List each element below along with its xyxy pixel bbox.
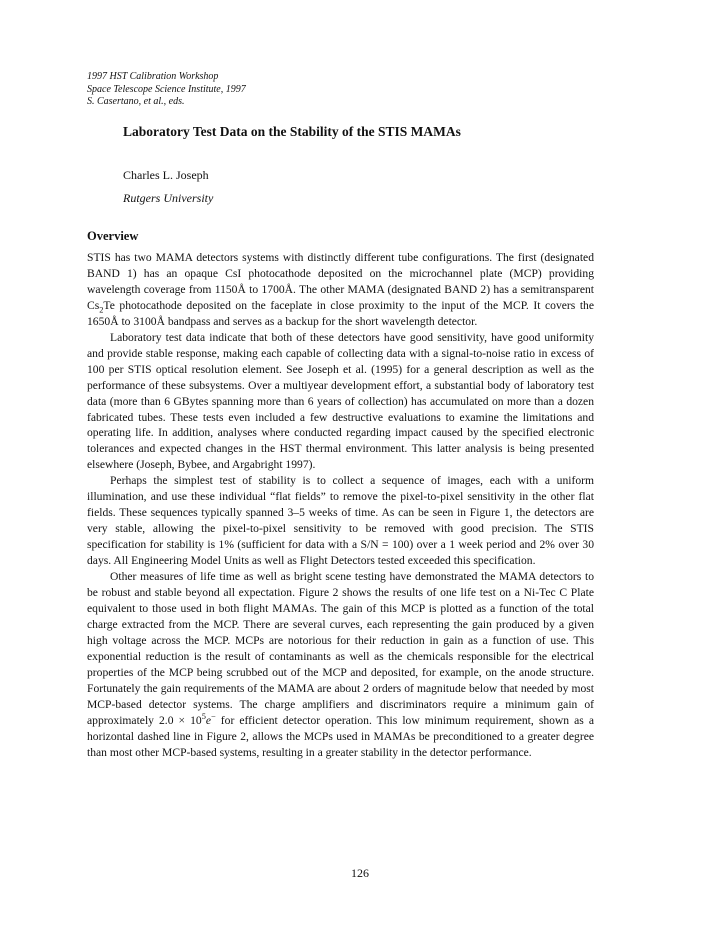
paragraph-4-part-a: Other measures of life time as well as bright scene testing have demonstrated the MAMA detectors to be robust and stable beyond all expectation. Figure 2 shows the results of one life test on a Ni-Tec C Plate equivalent to those used in both flight MAMAs. The gain of this MCP is plotted as a function of the total charge extracted from the MCP. There are several curves, each representing the gain produced by a given high voltage across the MCP. MCPs are notorious for their reduction in gain as a function of use. This exponential reduction is the result of contaminants as well as the chemicals responsible for the electrical properties of the MCP being scrubbed out of the MCP and deposited, for example, on the anode structure. Fortunately the gain requirements of the MAMA are about 2 orders of magnitude below that needed by most MCP-based detector systems. The charge amplifiers and discriminators require a minimum gain of approximately 2.0 × 10 [87,570,594,727]
header-line-workshop: 1997 HST Calibration Workshop [87,71,219,82]
cs2-subscript: 2 [99,305,104,315]
header-line-editors: S. Casertano, et al., eds. [87,96,185,107]
running-header [87,71,246,109]
paper-title: Laboratory Test Data on the Stability of the STIS MAMAs [123,124,461,139]
body-text [87,250,594,761]
paragraph-3: Perhaps the simplest test of stability is to collect a sequence of images, each with a uniform illumination, and use these individual “flat fields” to remove the pixel-to-pixel sensitivity in the other flat fields. These sequences typically spanned 3–5 weeks of time. As can be seen in Figure 1, the detectors are very stable, allowing the pixel-to-pixel sensitivity to be removed with good precision. The STIS specification for stability is 1% (sufficient for data with a S/N = 100) over a 1 week period and 2% over 30 days. All Engineering Model Units as well as Flight Detectors tested exceeded this specification. [87,474,594,568]
paragraph-1 [87,250,594,330]
electron-symbol: e [205,713,212,727]
paragraph-4 [87,569,594,760]
paragraph-4-part-b: for efficient detector operation. This low minimum requirement, shown as a horizontal dashed line in Figure 2, allows the MCPs used in MAMAs be preconditioned to a greater degree than most other MCP-based systems, resulting in a greater stability in the detector performance. [87,713,594,759]
paragraph-1-part-a: STIS has two MAMA detectors systems with distinctly different tube configurations. The first (designated BAND 1) has an opaque CsI photocathode deposited on the microchannel plate (MCP) providing wavelength coverage from 1150Å to 1700Å. The other MAMA (designated BAND 2) has a semitransparent Cs [87,251,594,312]
header-line-institute: Space Telescope Science Institute, 1997 [87,83,246,95]
paragraph-1-part-b: Te photocathode deposited on the faceplate in close proximity to the input of the MCP. It covers the 1650Å to 3100Å bandpass and serves as a backup for the short wavelength detector. [87,298,594,328]
author-affiliation: Rutgers University [123,191,214,205]
author-name: Charles L. Joseph [123,168,209,182]
electron-minus-superscript: − [211,711,216,721]
exponent-five: 5 [201,711,206,721]
section-heading: Overview [87,229,139,243]
page-number: 126 [351,866,369,880]
paragraph-2: Laboratory test data indicate that both of these detectors have good sensitivity, have good uniformity and provide stable response, making each capable of collecting data with a signal-to-noise ratio in excess of 100 per STIS optical resolution element. See Joseph et al. (1995) for a general description as well as the performance of these subsystems. Over a multiyear development effort, a substantial body of laboratory test data (more than 6 GBytes spanning more than 6 years of collection) has accumulated on more than a dozen fabricated tubes. These tests even included a few destructive evaluations to examine the limitations and operating life. In addition, analyses where conducted regarding impact caused by the specified electronic tolerances and expected changes in the HST thermal environment. This latter analysis is being presented elsewhere (Joseph, Bybee, and Argabright 1997). [87,330,594,472]
